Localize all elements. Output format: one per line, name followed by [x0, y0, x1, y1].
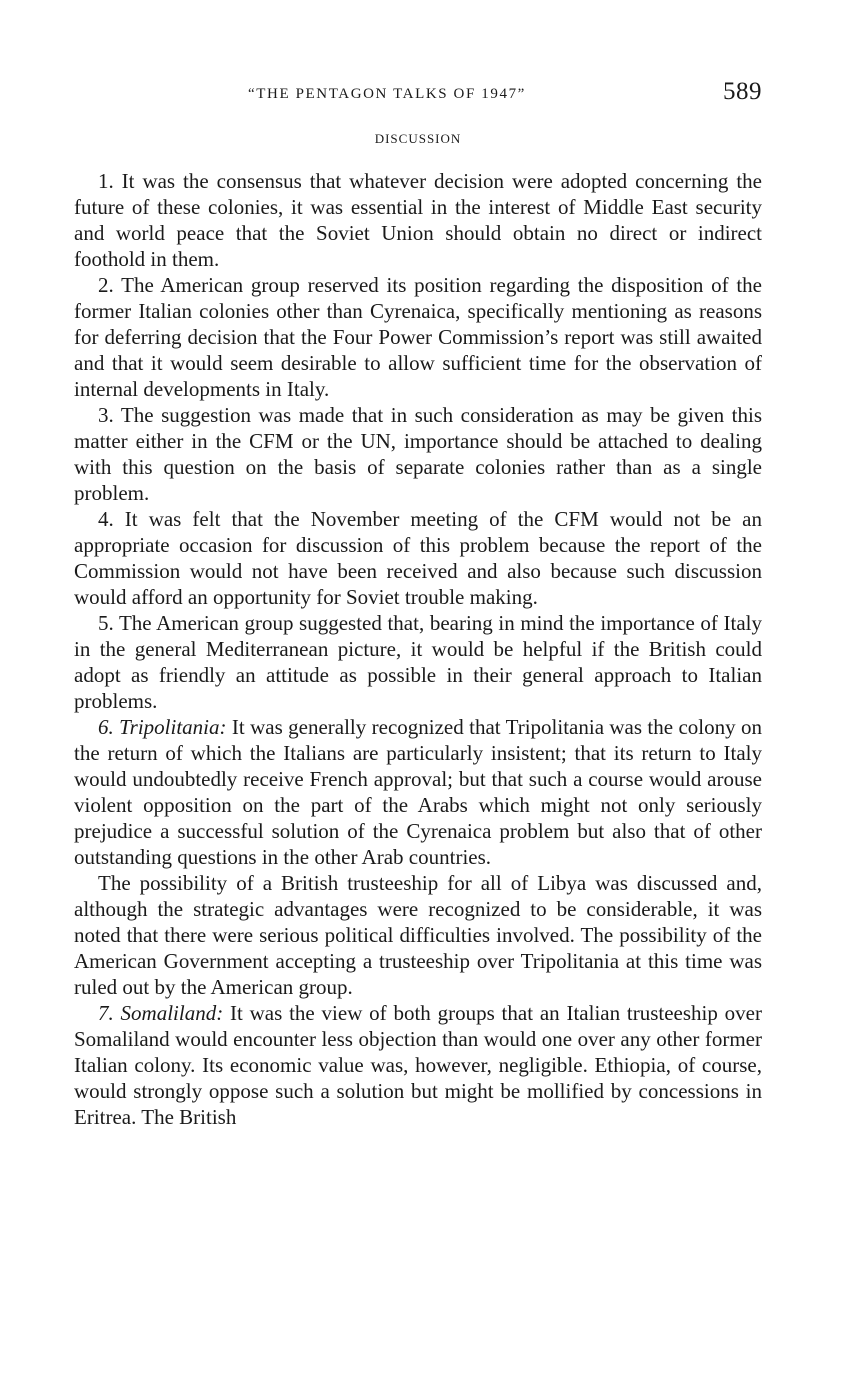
paragraph-libya-text: The possibility of a British trusteeship for all of Libya was discussed and, although the strategic advantages were recognized to be considerable, it was noted that there were serious political difficulties involved. The possibility of the American Government accepting a trusteeship over Tripolitania at this time was ruled out by the American group.	[74, 871, 762, 999]
paragraph-6-tripolitania	[74, 714, 762, 870]
paragraph-1	[74, 168, 762, 272]
paragraph-5-text: 5. The American group suggested that, bearing in mind the importance of Italy in the general Mediterranean picture, it would be helpful if the British could adopt as friendly an attitude as possible in their general approach to Italian problems.	[74, 611, 762, 713]
paragraph-1-text: 1. It was the consensus that whatever decision were adopted concerning the future of these colonies, it was essential in the interest of Middle East security and world peace that the Soviet Union should obtain no direct or indirect foothold in them.	[74, 169, 762, 271]
paragraph-4	[74, 506, 762, 610]
paragraph-4-text: 4. It was felt that the November meeting of the CFM would not be an appropriate occasion for discussion of this problem because the report of the Commission would not have been received and also because such discussion would afford an opportunity for Soviet trouble making.	[74, 507, 762, 609]
paragraph-3-text: 3. The suggestion was made that in such consideration as may be given this matter either in the CFM or the UN, importance should be attached to dealing with this question on the basis of separate colonies rather than as a single problem.	[74, 403, 762, 505]
paragraph-7-somaliland	[74, 1000, 762, 1130]
paragraph-6-label: 6. Tripolitania:	[98, 715, 227, 739]
body-text	[74, 168, 762, 1130]
paragraph-5	[74, 610, 762, 714]
paragraph-2	[74, 272, 762, 402]
section-heading: DISCUSSION	[374, 131, 462, 146]
paragraph-3	[74, 402, 762, 506]
running-head	[74, 78, 762, 108]
paragraph-7-text: It was the view of both groups that an Italian trusteeship over Somaliland would encounter less objection than would one over any other former Italian colony. Its economic value was, however, negligible. Ethiopia, of course, would strongly oppose such a solution but might be mollified by concessions in Eritrea. The British	[74, 1001, 762, 1129]
running-title: “THE PENTAGON TALKS OF 1947”	[248, 86, 526, 102]
paragraph-2-text: 2. The American group reserved its position regarding the disposition of the former Italian colonies other than Cyrenaica, specifically mentioning as reasons for deferring decision that the Four Power Commission’s report was still awaited and that it would seem desirable to allow sufficient time for the observation of internal developments in Italy.	[74, 273, 762, 401]
paragraph-7-label: 7. Somaliland:	[98, 1001, 224, 1025]
paragraph-libya-trusteeship	[74, 870, 762, 1000]
paragraph-6-text: It was generally recognized that Tripolitania was the colony on the return of which the Italians are particularly insistent; that its return to Italy would undoubtedly receive French approval; but that such a course would arouse violent opposition on the part of the Arabs which might not only seriously prejudice a successful solution of the Cyrenaica problem but also that of other outstanding questions in the other Arab countries.	[74, 715, 763, 869]
page-number: 589	[723, 78, 762, 105]
